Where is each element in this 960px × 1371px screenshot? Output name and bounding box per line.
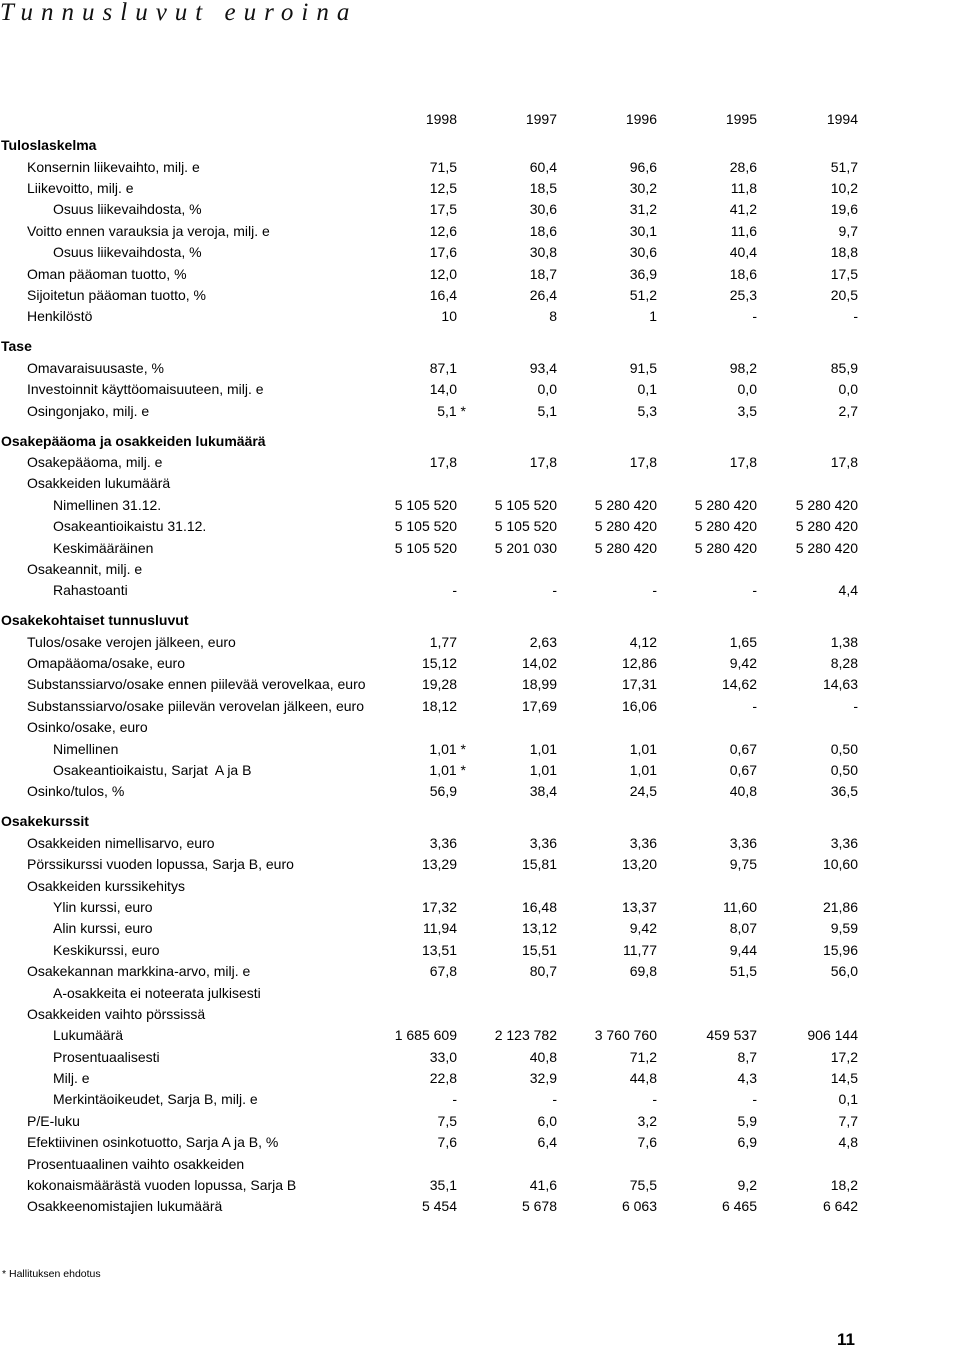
- row-label: A-osakkeita ei noteerata julkisesti: [53, 984, 261, 1001]
- row-label: Investoinnit käyttöomaisuuteen, milj. e: [27, 381, 264, 398]
- cell-1997: 1,01: [529, 740, 557, 757]
- cell-1998: 3,36: [429, 834, 457, 851]
- cell-1996: 16,06: [621, 697, 657, 714]
- cell-1994: 5 280 420: [795, 518, 858, 535]
- table-row: [0, 1047, 960, 1068]
- row-label: Osakeantioikaistu 31.12.: [53, 518, 207, 535]
- cell-1994: 19,6: [830, 201, 858, 218]
- cell-1994: 2,7: [838, 402, 858, 419]
- cell-1994: 51,7: [830, 158, 858, 175]
- cell-1997: 5 105 520: [494, 496, 557, 513]
- cell-1995: 14,62: [721, 676, 757, 693]
- cell-1998: 33,0: [429, 1048, 457, 1065]
- cell-1996: 5 280 420: [594, 518, 657, 535]
- cell-1996: 3 760 760: [594, 1027, 657, 1044]
- row-label: Ylin kurssi, euro: [53, 898, 153, 915]
- cell-1994: 10,2: [830, 180, 858, 197]
- cell-1994: 14,5: [830, 1070, 858, 1087]
- cell-1997: 3,36: [529, 834, 557, 851]
- table-row: [0, 1004, 960, 1025]
- cell-1996: 30,2: [629, 180, 657, 197]
- row-label: kokonaismäärästä vuoden lopussa, Sarja B: [27, 1177, 297, 1194]
- cell-1995: 0,0: [737, 381, 757, 398]
- row-label: Osinko/osake, euro: [27, 719, 148, 736]
- cell-1998: -: [452, 1091, 457, 1108]
- row-label: Omavaraisuusaste, %: [27, 359, 164, 376]
- cell-1997: 6,4: [537, 1134, 557, 1151]
- row-label: Substanssiarvo/osake piilevän verovelan jälkeen, euro: [27, 697, 364, 714]
- cell-1997: 41,6: [529, 1177, 557, 1194]
- cell-1998: 5 105 520: [394, 496, 457, 513]
- cell-1998: 1,77: [429, 633, 457, 650]
- cell-1997: 18,5: [529, 180, 557, 197]
- row-label: Osakkeiden lukumäärä: [27, 475, 171, 492]
- cell-1997: 40,8: [529, 1048, 557, 1065]
- cell-1997: 93,4: [529, 359, 557, 376]
- section-heading: [0, 135, 960, 156]
- section-heading-label: Osakekohtaiset tunnusluvut: [1, 612, 189, 629]
- cell-1996: 11,77: [623, 941, 657, 958]
- cell-1995: 8,07: [729, 920, 757, 937]
- cell-1996: 31,2: [629, 201, 657, 218]
- cell-1995: 5 280 420: [694, 496, 757, 513]
- table-row: [0, 781, 960, 802]
- cell-1994: 0,0: [838, 381, 858, 398]
- row-label: Osinko/tulos, %: [27, 783, 125, 800]
- cell-1994: 14,63: [822, 676, 858, 693]
- section-heading-label: Tase: [1, 338, 32, 355]
- cell-1995: 459 537: [706, 1027, 757, 1044]
- row-label: Osakkeenomistajien lukumäärä: [27, 1198, 223, 1215]
- cell-1995: 41,2: [729, 201, 757, 218]
- row-label: Prosentuaalinen vaihto osakkeiden: [27, 1155, 245, 1172]
- cell-1998: 35,1: [429, 1177, 457, 1194]
- cell-1996: 30,1: [629, 222, 657, 239]
- row-label: Osuus liikevaihdosta, %: [53, 201, 202, 218]
- table-row: [0, 674, 960, 695]
- cell-1995: 9,2: [737, 1177, 757, 1194]
- cell-1996: -: [652, 1091, 657, 1108]
- table-section: [0, 336, 960, 422]
- cell-1994: 85,9: [830, 359, 858, 376]
- cell-1995: -: [752, 582, 757, 599]
- cell-1997: 5 201 030: [494, 539, 557, 556]
- cell-1996: 17,8: [629, 453, 657, 470]
- cell-1995: -: [752, 1091, 757, 1108]
- cell-1998: 1,01 *: [429, 740, 466, 757]
- cell-1996: 9,42: [629, 920, 657, 937]
- cell-1996: 30,6: [629, 244, 657, 261]
- table-row: [0, 473, 960, 494]
- cell-1994: 6 642: [822, 1198, 858, 1215]
- cell-1997: 38,4: [529, 783, 557, 800]
- cell-1994: 8,28: [830, 655, 858, 672]
- cell-1996: 0,1: [637, 381, 657, 398]
- year-header: 1997: [525, 111, 557, 128]
- table-row: [0, 242, 960, 263]
- cell-1995: 0,67: [729, 740, 757, 757]
- table-row: [0, 306, 960, 327]
- cell-1997: 17,69: [521, 697, 557, 714]
- cell-1996: 75,5: [629, 1177, 657, 1194]
- cell-1998: 13,29: [421, 856, 457, 873]
- cell-1995: 11,6: [730, 222, 757, 239]
- section-heading: [0, 811, 960, 832]
- cell-1998: 5 105 520: [394, 518, 457, 535]
- row-label: Osingonjako, milj. e: [27, 402, 150, 419]
- cell-1997: 17,8: [529, 453, 557, 470]
- section-heading: [0, 431, 960, 452]
- cell-1994: 906 144: [807, 1027, 858, 1044]
- table-row: [0, 538, 960, 559]
- cell-1997: 16,48: [521, 898, 557, 915]
- cell-1997: 30,6: [529, 201, 557, 218]
- cell-1997: 8: [549, 308, 557, 325]
- row-label: Sijoitetun pääoman tuotto, %: [27, 287, 207, 304]
- year-header: 1994: [826, 111, 858, 128]
- cell-1996: 24,5: [629, 783, 657, 800]
- cell-1998: 12,6: [429, 222, 457, 239]
- year-header-row: [0, 109, 960, 130]
- section-heading-label: Osakepääoma ja osakkeiden lukumäärä: [1, 432, 266, 449]
- table-row: [0, 717, 960, 738]
- cell-1998: 13,51: [421, 941, 457, 958]
- row-label: Osakkeiden kurssikehitys: [27, 877, 185, 894]
- cell-1996: 7,6: [637, 1134, 657, 1151]
- cell-1997: 5 678: [521, 1198, 557, 1215]
- table-section: [0, 135, 960, 328]
- cell-1995: 5 280 420: [694, 518, 757, 535]
- cell-1998: 14,0: [429, 381, 457, 398]
- cell-1994: -: [853, 308, 858, 325]
- cell-1996: 5 280 420: [594, 539, 657, 556]
- row-label: Voitto ennen varauksia ja veroja, milj. e: [27, 222, 270, 239]
- row-label: Keskimääräinen: [53, 539, 154, 556]
- cell-1998: 17,6: [429, 244, 457, 261]
- cell-1995: 4,3: [737, 1070, 757, 1087]
- cell-1996: 6 063: [621, 1198, 657, 1215]
- table-row: [0, 1068, 960, 1089]
- cell-1994: 18,8: [830, 244, 858, 261]
- table-row: [0, 696, 960, 717]
- cell-1997: 18,99: [521, 676, 557, 693]
- cell-1996: -: [652, 582, 657, 599]
- cell-1996: 13,37: [621, 898, 657, 915]
- cell-1994: 18,2: [830, 1177, 858, 1194]
- table-row: [0, 653, 960, 674]
- row-label: Osakeannit, milj. e: [27, 560, 143, 577]
- cell-1998: 5 105 520: [394, 539, 457, 556]
- table-row: [0, 178, 960, 199]
- page-number: 11: [837, 1330, 855, 1349]
- year-header: 1995: [725, 111, 757, 128]
- cell-1995: 3,36: [729, 834, 757, 851]
- cell-1996: 1: [649, 308, 657, 325]
- cell-1997: 6,0: [537, 1112, 557, 1129]
- table-row: [0, 739, 960, 760]
- table-row: [0, 1132, 960, 1153]
- table-row: [0, 379, 960, 400]
- cell-1996: 3,2: [637, 1112, 657, 1129]
- cell-1998: 67,8: [429, 963, 457, 980]
- cell-1995: 98,2: [729, 359, 757, 376]
- cell-1996: 71,2: [629, 1048, 657, 1065]
- cell-1994: 5 280 420: [795, 496, 858, 513]
- table-row: [0, 1025, 960, 1046]
- table-row: [0, 1154, 960, 1175]
- cell-1997: -: [552, 582, 557, 599]
- cell-1995: 40,4: [729, 244, 757, 261]
- row-label: Pörssikurssi vuoden lopussa, Sarja B, euro: [27, 856, 294, 873]
- cell-1997: 2,63: [529, 633, 557, 650]
- row-label: Nimellinen: [53, 740, 119, 757]
- row-label: Osakekannan markkina-arvo, milj. e: [27, 963, 251, 980]
- cell-1995: 1,65: [729, 633, 757, 650]
- cell-1998: 19,28: [421, 676, 457, 693]
- cell-1997: 15,51: [521, 941, 557, 958]
- cell-1995: 9,44: [729, 941, 757, 958]
- table-row: [0, 495, 960, 516]
- cell-1995: 0,67: [729, 762, 757, 778]
- cell-1994: 15,96: [822, 941, 858, 958]
- cell-1994: 9,7: [838, 222, 858, 239]
- row-label: Osakkeiden vaihto pörssissä: [27, 1005, 206, 1022]
- table-row: [0, 1089, 960, 1110]
- cell-1998: 12,5: [429, 180, 457, 197]
- cell-1997: 30,8: [529, 244, 557, 261]
- cell-1994: 7,7: [838, 1112, 858, 1129]
- cell-1995: 3,5: [737, 402, 757, 419]
- table-row: [0, 983, 960, 1004]
- cell-1995: 40,8: [729, 783, 757, 800]
- cell-1998: 16,4: [429, 287, 457, 304]
- cell-1997: -: [552, 1091, 557, 1108]
- cell-1997: 5,1: [537, 402, 557, 419]
- cell-1994: 9,59: [830, 920, 858, 937]
- table-row: [0, 897, 960, 918]
- table-section: [0, 431, 960, 602]
- cell-1994: 4,8: [838, 1134, 858, 1151]
- row-label: Merkintäoikeudet, Sarja B, milj. e: [53, 1091, 258, 1108]
- cell-1998: 12,0: [429, 265, 457, 282]
- cell-1996: 13,20: [621, 856, 657, 873]
- cell-1998: 17,32: [421, 898, 457, 915]
- row-label: Keskikurssi, euro: [53, 941, 160, 958]
- row-label: Omapääoma/osake, euro: [27, 655, 185, 672]
- cell-1998: 87,1: [429, 359, 457, 376]
- cell-1995: 17,8: [729, 453, 757, 470]
- table-row: [0, 1111, 960, 1132]
- cell-1994: 4,4: [838, 582, 858, 599]
- table-section: [0, 610, 960, 803]
- cell-1998: 22,8: [429, 1070, 457, 1087]
- cell-1995: 9,75: [729, 856, 757, 873]
- row-label: Tulos/osake verojen jälkeen, euro: [27, 633, 236, 650]
- cell-1997: 1,01: [529, 762, 557, 778]
- cell-1995: 9,42: [729, 655, 757, 672]
- cell-1994: 36,5: [830, 783, 858, 800]
- cell-1995: 6 465: [721, 1198, 757, 1215]
- cell-1998: 17,8: [429, 453, 457, 470]
- row-label: Osuus liikevaihdosta, %: [53, 244, 202, 261]
- table-row: [0, 358, 960, 379]
- footnote: * Hallituksen ehdotus: [2, 1268, 101, 1280]
- cell-1996: 1,01: [629, 762, 657, 778]
- cell-1997: 2 123 782: [494, 1027, 557, 1044]
- row-label: Osakkeiden nimellisarvo, euro: [27, 834, 215, 851]
- row-label: Lukumäärä: [53, 1027, 124, 1044]
- cell-1994: 0,50: [830, 740, 858, 757]
- cell-1998: 17,5: [429, 201, 457, 218]
- row-label: Liikevoitto, milj. e: [27, 180, 134, 197]
- cell-1997: 14,02: [521, 655, 557, 672]
- table-row: [0, 876, 960, 897]
- cell-1995: 51,5: [729, 963, 757, 980]
- cell-1997: 13,12: [521, 920, 557, 937]
- cell-1995: -: [752, 697, 757, 714]
- cell-1997: 5 105 520: [494, 518, 557, 535]
- cell-1996: 17,31: [621, 676, 657, 693]
- table-row: [0, 559, 960, 580]
- cell-1998: 18,12: [421, 697, 457, 714]
- cell-1995: 18,6: [729, 265, 757, 282]
- cell-1998: 7,6: [437, 1134, 457, 1151]
- cell-1995: 8,7: [737, 1048, 757, 1065]
- year-header: 1996: [625, 111, 657, 128]
- row-label: Alin kurssi, euro: [53, 920, 153, 937]
- table-row: [0, 199, 960, 220]
- table-row: [0, 401, 960, 422]
- cell-1994: 17,5: [830, 265, 858, 282]
- page-title: Tunnusluvut euroina: [0, 0, 358, 26]
- cell-1995: 6,9: [737, 1134, 757, 1151]
- cell-1994: 1,38: [830, 633, 858, 650]
- cell-1996: 12,86: [621, 655, 657, 672]
- table-row: [0, 833, 960, 854]
- cell-1998: 10: [441, 308, 457, 325]
- year-header: 1998: [425, 111, 457, 128]
- table-row: [0, 452, 960, 473]
- table-row: [0, 1175, 960, 1196]
- row-label: Osakeantioikaistu, Sarjat A ja B: [53, 762, 252, 778]
- cell-1996: 44,8: [629, 1070, 657, 1087]
- table-row: [0, 854, 960, 875]
- cell-1997: 60,4: [529, 158, 557, 175]
- cell-1998: 71,5: [429, 158, 457, 175]
- cell-1998: -: [452, 582, 457, 599]
- table-row: [0, 1196, 960, 1217]
- row-label: Rahastoanti: [53, 582, 128, 599]
- cell-1998: 11,94: [423, 920, 457, 937]
- row-label: Prosentuaalisesti: [53, 1048, 160, 1065]
- table-row: [0, 940, 960, 961]
- cell-1998: 15,12: [421, 655, 457, 672]
- cell-1998: 7,5: [437, 1112, 457, 1129]
- table-row: [0, 918, 960, 939]
- cell-1997: 18,7: [529, 265, 557, 282]
- table-row: [0, 157, 960, 178]
- section-heading: [0, 336, 960, 357]
- cell-1994: 0,50: [830, 762, 858, 778]
- cell-1998: 1 685 609: [394, 1027, 457, 1044]
- cell-1997: 0,0: [537, 381, 557, 398]
- cell-1995: 25,3: [729, 287, 757, 304]
- table-row: [0, 760, 960, 781]
- cell-1997: 26,4: [529, 287, 557, 304]
- cell-1994: 17,8: [830, 453, 858, 470]
- cell-1996: 36,9: [629, 265, 657, 282]
- cell-1997: 80,7: [529, 963, 557, 980]
- cell-1997: 32,9: [529, 1070, 557, 1087]
- table-row: [0, 221, 960, 242]
- cell-1998: 5 454: [421, 1198, 457, 1215]
- row-label: Henkilöstö: [27, 308, 93, 325]
- cell-1996: 3,36: [629, 834, 657, 851]
- cell-1996: 1,01: [629, 740, 657, 757]
- cell-1996: 96,6: [629, 158, 657, 175]
- cell-1996: 91,5: [629, 359, 657, 376]
- cell-1996: 5 280 420: [594, 496, 657, 513]
- cell-1994: 56,0: [830, 963, 858, 980]
- row-label: Nimellinen 31.12.: [53, 496, 162, 513]
- row-label: Substanssiarvo/osake ennen piilevää verovelkaa, euro: [27, 676, 366, 693]
- cell-1995: 11,8: [730, 180, 757, 197]
- cell-1995: 28,6: [729, 158, 757, 175]
- cell-1994: 5 280 420: [795, 539, 858, 556]
- cell-1995: 5,9: [737, 1112, 757, 1129]
- cell-1998: 5,1 *: [437, 402, 466, 419]
- cell-1995: 5 280 420: [694, 539, 757, 556]
- row-label: Oman pääoman tuotto, %: [27, 265, 187, 282]
- section-heading: [0, 610, 960, 631]
- table-section: [0, 811, 960, 1217]
- table-row: [0, 264, 960, 285]
- table-row: [0, 632, 960, 653]
- cell-1994: 3,36: [830, 834, 858, 851]
- row-label: Efektiivinen osinkotuotto, Sarja A ja B, %: [27, 1134, 279, 1151]
- cell-1994: 0,1: [838, 1091, 858, 1108]
- cell-1995: 11,60: [723, 898, 757, 915]
- cell-1996: 5,3: [637, 402, 657, 419]
- row-label: Osakepääoma, milj. e: [27, 453, 163, 470]
- table-row: [0, 580, 960, 601]
- cell-1994: -: [853, 697, 858, 714]
- section-heading-label: Osakekurssit: [1, 813, 89, 830]
- table-row: [0, 285, 960, 306]
- cell-1996: 51,2: [629, 287, 657, 304]
- cell-1997: 15,81: [521, 856, 557, 873]
- cell-1996: 69,8: [629, 963, 657, 980]
- table-row: [0, 516, 960, 537]
- row-label: Milj. e: [53, 1070, 90, 1087]
- cell-1997: 18,6: [529, 222, 557, 239]
- cell-1998: 56,9: [429, 783, 457, 800]
- cell-1994: 10,60: [822, 856, 858, 873]
- row-label: P/E-luku: [27, 1112, 80, 1129]
- cell-1998: 1,01 *: [429, 762, 466, 778]
- cell-1994: 17,2: [830, 1048, 858, 1065]
- table-row: [0, 961, 960, 982]
- section-heading-label: Tuloslaskelma: [1, 137, 97, 154]
- cell-1995: -: [752, 308, 757, 325]
- cell-1994: 21,86: [822, 898, 858, 915]
- cell-1994: 20,5: [830, 287, 858, 304]
- key-figures-table: [0, 109, 960, 1218]
- row-label: Konsernin liikevaihto, milj. e: [27, 158, 200, 175]
- cell-1996: 4,12: [629, 633, 657, 650]
